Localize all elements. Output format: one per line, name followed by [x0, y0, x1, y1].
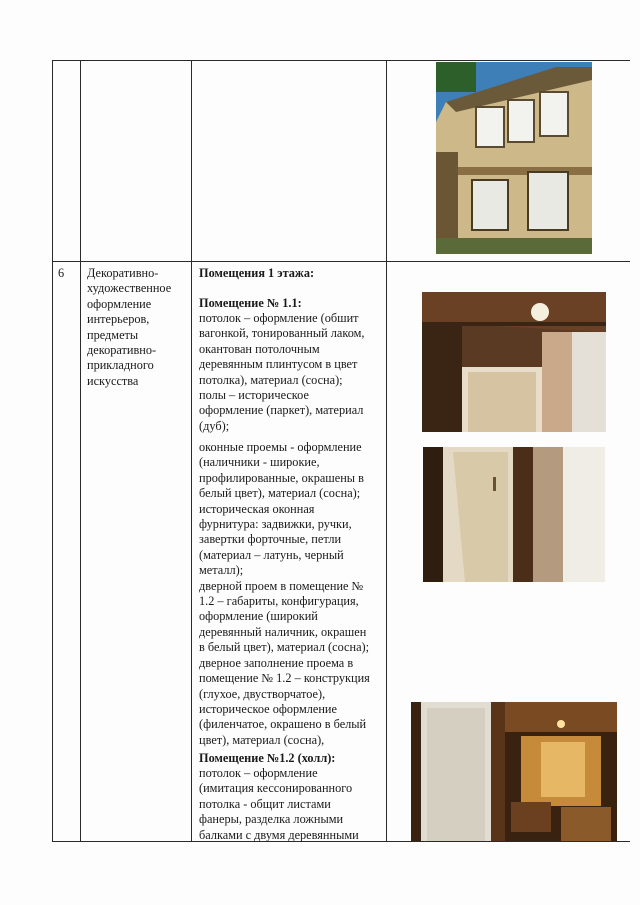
room-1-2-ceiling: потолок – оформление (имитация кессонированного потолка - общит листами фанеры, разделка ложными балками с двумя деревянными	[199, 766, 359, 842]
room-1-1-title: Помещение № 1.1:	[199, 296, 302, 310]
row-number: 6	[58, 266, 65, 280]
room-ceiling-photo	[422, 292, 606, 432]
house-facade-photo	[436, 62, 592, 254]
table-left-border	[52, 60, 53, 842]
hall-interior-photo	[411, 702, 617, 841]
room-1-2-title: Помещение №1.2 (холл):	[199, 751, 336, 765]
room-1-1-openings: оконные проемы - оформление (наличники - широкие, профилированные, окрашены в белый цвет), материал (сосна); историческая оконная фурнитура: задвижки, ручки, завертки форточные, петли (материал – латунь, черный металл); дверной проем в помещение № 1.2 – габариты, конфигурация, оформление (широкий деревянный наличник, окрашен в белый цвет), материал (сосна); дверное заполнение проема в помещение № 1.2 – конструкция (глухое, двустворчатое), историческое оформление (филенчатое, окрашено в белый цвет), материал (сосна),	[199, 440, 370, 747]
floor-heading: Помещения 1 этажа:	[199, 266, 315, 280]
col-divider-2	[191, 60, 192, 842]
room-1-1-ceiling-floor: потолок – оформление (обшит вагонкой, тонированный лаком, окантован потолочным деревянным плинтусом в цвет потолка), материал (сосна); полы – историческое оформление (паркет), материал (дуб);	[199, 311, 365, 433]
col-divider-3	[386, 60, 387, 842]
table-top-border	[52, 60, 630, 61]
category-text: Декоративно- художественное оформление интерьеров, предметы декоративно- прикладного искусства	[87, 266, 172, 388]
row-divider	[52, 261, 630, 262]
col-divider-1	[80, 60, 81, 842]
room-door-photo	[423, 447, 605, 582]
